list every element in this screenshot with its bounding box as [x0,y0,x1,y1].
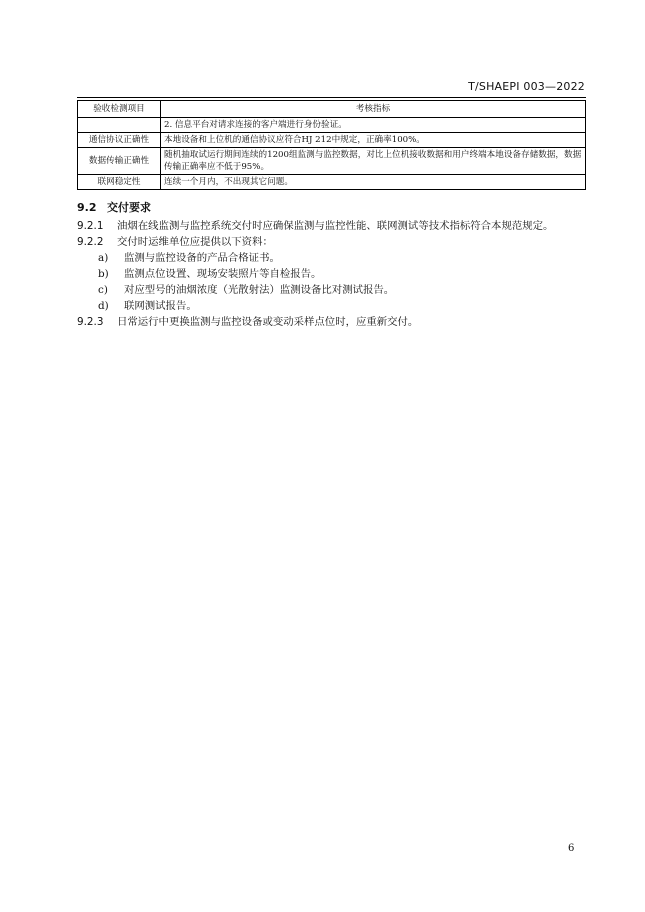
clause-text: 日常运行中更换监测与监控设备或变动采样点位时，应重新交付。 [117,316,419,328]
list-item [98,283,394,297]
section-number: 9.2 [77,201,97,214]
list-item-label: b) [98,268,109,280]
clause-number: 9.2.1 [77,220,104,232]
list-item-text: 联网测试报告。 [124,300,197,312]
list-item-text: 监测点位设置、现场安装照片等自检报告。 [124,268,322,280]
list-item-label: c) [98,284,108,296]
table-row [78,148,586,175]
list-item [98,251,280,265]
table-cell-item: 通信协议正确性 [78,133,161,148]
section-heading [77,199,151,215]
list-item-text: 监测与监控设备的产品合格证书。 [124,252,280,264]
table-row [78,133,586,148]
table-cell-item: 数据传输正确性 [78,148,161,175]
list-item-label: a) [98,252,109,264]
clause-9-2-2 [77,235,273,249]
table-cell-item [78,118,161,133]
table-cell-indicator: 随机抽取试运行期间连续的1200组监测与监控数据，对比上位机接收数据和用户终端本地设备存储数据，数据传输正确率应不低于95%。 [161,148,586,175]
page-number: 6 [568,843,575,854]
clause-number: 9.2.2 [77,236,104,248]
clause-9-2-3 [77,315,418,329]
table-cell-indicator: 2. 信息平台对请求连接的客户端进行身份验证。 [161,118,586,133]
list-item-label: d) [98,300,109,312]
list-item [98,299,197,313]
table-cell-indicator: 本地设备和上位机的通信协议应符合HJ 212中规定，正确率100%。 [161,133,586,148]
acceptance-table [77,100,586,190]
table-cell-indicator: 连续一个月内，不出现其它问题。 [161,175,586,190]
clause-9-2-1 [77,219,553,233]
clause-number: 9.2.3 [77,316,104,328]
header-rule [77,97,586,98]
table-cell-item: 联网稳定性 [78,175,161,190]
table-row [78,175,586,190]
table-header-row [78,101,586,118]
column-header-item: 验收检测项目 [78,101,161,118]
section-title: 交付要求 [107,201,151,214]
clause-text: 油烟在线监测与监控系统交付时应确保监测与监控性能、联网测试等技术指标符合本规范规定。 [117,220,554,232]
list-item [98,267,321,281]
document-code: T/SHAEPI 003—2022 [468,80,585,93]
list-item-text: 对应型号的油烟浓度（光散射法）监测设备比对测试报告。 [124,284,395,296]
clause-text: 交付时运维单位应提供以下资料： [117,236,273,248]
column-header-indicator: 考核指标 [161,101,586,118]
table-row [78,118,586,133]
